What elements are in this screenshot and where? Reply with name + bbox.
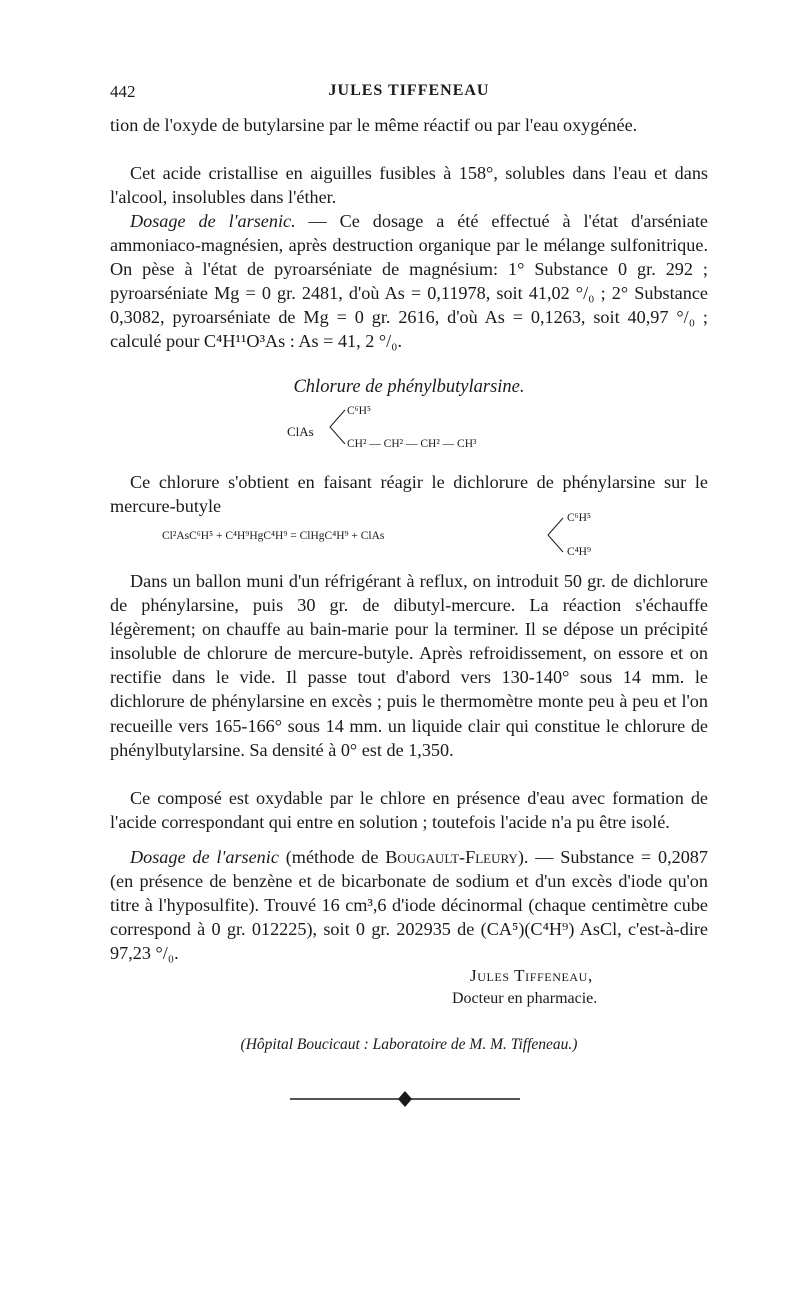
paragraph-4: Ce chlorure s'obtient en faisant réagir le dichlorure de phénylarsine sur le mercure-butyle	[110, 472, 708, 517]
diamond-ornament-icon	[398, 1091, 412, 1107]
signature-title: Docteur en pharmacie.	[452, 990, 598, 1007]
paragraph-1: tion de l'oxyde de butylarsine par le même réactif ou par l'eau oxygénée.	[110, 115, 638, 135]
formula-1-left: ClAs	[287, 424, 314, 439]
paragraph-7	[110, 845, 708, 965]
page-number: 442	[110, 82, 136, 101]
paragraph-7-body: ). — Substance = 0,2087 (en présence de benzène et de bicarbonate de sodium et d'un excès d'iode qu'on titre à l'hyposulfite). Trouvé 16 cm³,6 d'iode décinormal (chaque centimètre cube correspond à 0 gr. 012225), soit 0 gr. 202935 de (CA⁵)(C⁴H⁹) AsCl, c'est-à-dire 97,23 °/₀.	[110, 847, 708, 964]
formula-1-lower: CH² — CH² — CH² — CH³	[347, 438, 477, 450]
paragraph-2: Cet acide cristallise en aiguilles fusibles à 158°, solubles dans l'eau et dans l'alcool, insolubles dans l'éther.	[110, 163, 708, 208]
formula-2-upper: C⁶H⁵	[567, 512, 591, 524]
formula-1-upper: C⁶H⁵	[347, 405, 371, 417]
paragraph-7-title: Dosage de l'arsenic	[130, 847, 279, 867]
ornamental-rule	[290, 1088, 520, 1110]
paragraph-3-body: — Ce dosage a été effectué à l'état d'arséniate ammoniaco-magnésien, après destruction organique par le mélange sulfonitrique. On pèse à l'état de pyroarséniate de magnésium: 1° Substance 0 gr. 292 ; pyroarséniate Mg = 0 gr. 2481, d'où As = 0,11978, soit 41,02 °/₀ ; 2° Substance 0,3082, pyroarséniate de Mg = 0 gr. 2616, d'où As = 0,1263, soit 40,97 °/₀ ; calculé pour C⁴H¹¹O³As : As = 41, 2 °/₀.	[110, 211, 708, 352]
running-head: JULES TIFFENEAU	[328, 82, 490, 99]
page-header	[110, 82, 708, 106]
formula-2-lower: C⁴H⁹	[567, 546, 591, 558]
paragraph-6: Ce composé est oxydable par le chlore en présence d'eau avec formation de l'acide correspondant qui entre en solution ; toutefois l'acide n'a pu être isolé.	[110, 788, 708, 833]
paragraph-7-method-pre: (méthode de	[278, 847, 386, 867]
formula-2-main: Cl²AsC⁶H⁵ + C⁴H⁹HgC⁴H⁹ = ClHgC⁴H⁹ + ClAs	[162, 530, 385, 542]
section-title: Chlorure de phénylbutylarsine.	[293, 377, 525, 397]
paragraph-3	[110, 209, 708, 354]
formula-2-bracket	[545, 516, 565, 554]
location-note: (Hôpital Boucicaut : Laboratoire de M. M. Tiffeneau.)	[240, 1036, 578, 1053]
paragraph-5: Dans un ballon muni d'un réfrigérant à reflux, on introduit 50 gr. de dichlorure de phénylarsine, puis 30 gr. de dibutyl-mercure. La réaction s'échauffe légèrement; on chauffe au bain-marie pour la terminer. Il se dépose un précipité insoluble de chlorure de mercure-butyle. Après refroidissement, on essore et on rectifie dans le vide. Il passe tout d'abord vers 130-140° sous 14 mm. le dichlorure de phénylarsine en excès ; puis le thermomètre monte peu à peu et l'on recueille vers 165-166° sous 14 mm. un liquide clair qui constitue le chlorure de phénylbutylarsine. Sa densité à 0° est de 1,350.	[110, 571, 708, 760]
paragraph-7-method-name: Bougault-Fleury	[385, 847, 518, 867]
signature-name: Jules Tiffeneau,	[470, 966, 593, 985]
paragraph-3-title: Dosage de l'arsenic.	[130, 211, 296, 231]
formula-1-bracket	[327, 408, 347, 446]
